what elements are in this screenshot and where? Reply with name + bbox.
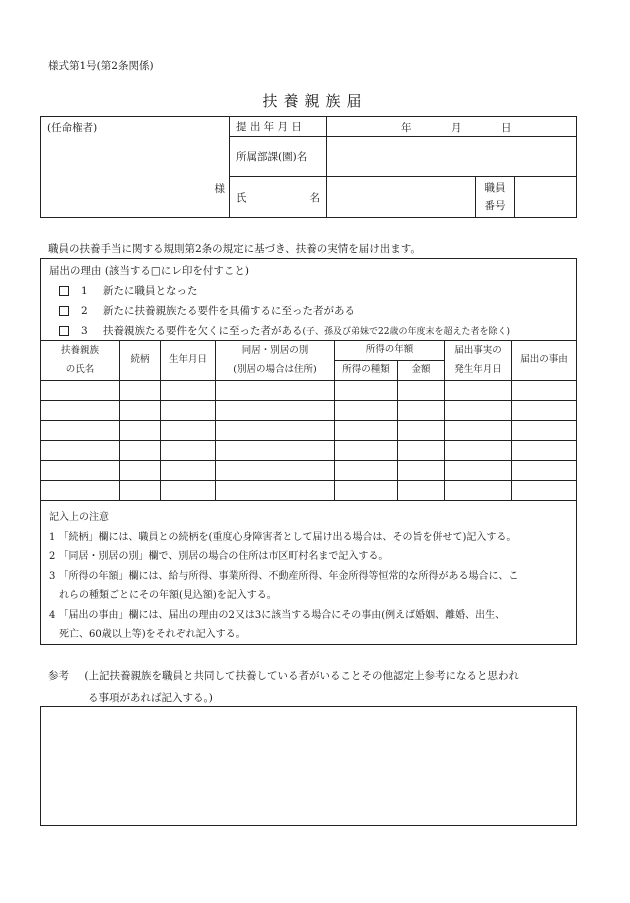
reference-text-1: (上記扶養親族を職員と共同して扶養している者がいることその他認定上参考になると思われ <box>84 670 519 682</box>
table-cell[interactable] <box>398 441 445 461</box>
reason-option-3[interactable]: 3 扶養親族たる要件を欠くに至った者がある(子、孫及び弟妹で22歳の年度末を超えた者を除く) <box>59 323 510 338</box>
table-cell[interactable] <box>335 381 398 401</box>
table-cell[interactable] <box>398 381 445 401</box>
date-month: 月 <box>451 122 462 134</box>
table-cell[interactable] <box>216 381 335 401</box>
table-cell[interactable] <box>161 381 216 401</box>
reason-option-1[interactable]: 1 新たに職員となった <box>59 283 198 298</box>
submit-date-field[interactable] <box>327 117 577 137</box>
table-cell[interactable] <box>335 421 398 441</box>
note-line: 1 「続柄」欄には、職員との続柄を(重度心身障害者として届け出る場合は、その旨を併せて)記入する。 <box>49 531 517 543</box>
submit-date-label: 提 出 年 月 日 <box>236 121 302 133</box>
staff-no-field[interactable] <box>515 177 577 218</box>
table-cell[interactable] <box>161 421 216 441</box>
table-cell[interactable] <box>445 441 512 461</box>
reason-title: 届出の理由 (該当する□にレ印を付すこと) <box>49 265 249 277</box>
table-row <box>41 481 577 501</box>
col-header-income: 所得の年額 <box>335 341 445 361</box>
table-row <box>41 381 577 401</box>
table-row <box>41 421 577 441</box>
dept-field[interactable] <box>327 137 577 177</box>
table-cell[interactable] <box>41 421 120 441</box>
reference-input-box[interactable] <box>40 706 577 826</box>
table-row <box>41 401 577 421</box>
table-cell[interactable] <box>335 441 398 461</box>
table-row <box>41 461 577 481</box>
dept-label: 所属部課(園)名 <box>236 151 308 163</box>
note-line: 4 「届出の事由」欄には、届出の理由の2又は3に該当する場合にその事由(例えば婚姻、離婚、出生、 <box>49 609 506 621</box>
col-header-birth: 生年月日 <box>161 341 216 381</box>
table-cell[interactable] <box>41 481 120 501</box>
staff-no-label-1: 職員 <box>484 182 506 194</box>
checkbox[interactable] <box>59 326 69 336</box>
table-cell[interactable] <box>398 481 445 501</box>
note-line: 2 「同居・別居の別」欄で、別居の場合の住所は市区町村名まで記入する。 <box>49 551 389 562</box>
table-cell[interactable] <box>445 481 512 501</box>
date-year: 年 <box>401 122 412 134</box>
table-cell[interactable] <box>161 401 216 421</box>
reference-text-2: る事項があれば記入する。) <box>88 692 213 704</box>
col-header-income-kind: 所得の種類 <box>335 361 398 381</box>
reason-option-2[interactable]: 2 新たに扶養親族たる要件を具備するに至った者がある <box>59 303 355 318</box>
table-cell[interactable] <box>398 461 445 481</box>
table-cell[interactable] <box>335 481 398 501</box>
col-header-date: 届出事実の 発生年月日 <box>445 341 512 381</box>
table-cell[interactable] <box>216 481 335 501</box>
table-cell[interactable] <box>512 481 577 501</box>
name-label-1: 氏 <box>236 191 247 204</box>
table-cell[interactable] <box>216 441 335 461</box>
table-cell[interactable] <box>41 401 120 421</box>
header-table <box>40 116 577 218</box>
notes-title: 記入上の注意 <box>49 512 109 523</box>
table-cell[interactable] <box>41 441 120 461</box>
page-title: 扶養親族届 <box>262 92 368 110</box>
table-cell[interactable] <box>512 381 577 401</box>
note-line: 3 「所得の年額」欄には、給与所得、事業所得、不動産所得、年金所得等恒常的な所得がある場合に、こ <box>49 570 519 582</box>
date-day: 日 <box>501 122 512 134</box>
dependents-table <box>40 340 577 501</box>
checkbox[interactable] <box>59 306 69 316</box>
staff-no-label-cell <box>476 177 515 218</box>
table-cell[interactable] <box>120 421 161 441</box>
table-cell[interactable] <box>216 421 335 441</box>
name-label-cell <box>230 177 327 218</box>
note-line: れらの種類ごとにその年額(見込額)を記入する。 <box>49 590 277 601</box>
notes-section <box>49 508 519 645</box>
table-cell[interactable] <box>216 461 335 481</box>
dept-label-cell <box>230 137 327 177</box>
reference-section <box>48 665 519 709</box>
name-field[interactable] <box>327 177 476 218</box>
table-cell[interactable] <box>398 421 445 441</box>
submit-date-label-cell <box>230 117 327 137</box>
note-line: 死亡、60歳以上等)をそれぞれ記入する。 <box>49 629 246 640</box>
table-cell[interactable] <box>161 441 216 461</box>
table-cell[interactable] <box>445 421 512 441</box>
table-cell[interactable] <box>41 461 120 481</box>
honorific: 様 <box>214 183 225 195</box>
table-cell[interactable] <box>161 481 216 501</box>
table-cell[interactable] <box>161 461 216 481</box>
table-cell[interactable] <box>41 381 120 401</box>
table-cell[interactable] <box>512 461 577 481</box>
col-header-relation: 続柄 <box>120 341 161 381</box>
staff-no-label-2: 番号 <box>484 200 506 212</box>
table-cell[interactable] <box>398 401 445 421</box>
table-cell[interactable] <box>445 381 512 401</box>
table-cell[interactable] <box>512 421 577 441</box>
name-label-2: 名 <box>309 191 320 204</box>
col-header-name: 扶養親族 の氏名 <box>41 341 120 381</box>
table-row <box>41 441 577 461</box>
table-cell[interactable] <box>216 401 335 421</box>
table-cell[interactable] <box>120 441 161 461</box>
reference-label: 参考 <box>48 670 69 682</box>
form-number: 様式第1号(第2条関係) <box>48 60 154 72</box>
col-header-income-amount: 金額 <box>398 361 445 381</box>
table-cell[interactable] <box>335 461 398 481</box>
table-cell[interactable] <box>120 481 161 501</box>
col-header-living: 同居・別居の別 (別居の場合は住所) <box>216 341 335 381</box>
table-cell[interactable] <box>120 401 161 421</box>
appointer-label: (任命権者) <box>47 122 98 134</box>
col-header-reason: 届出の事由 <box>512 341 577 381</box>
table-cell[interactable] <box>512 401 577 421</box>
appointer-cell[interactable] <box>41 117 230 218</box>
table-cell[interactable] <box>120 461 161 481</box>
table-cell[interactable] <box>445 401 512 421</box>
table-cell[interactable] <box>120 381 161 401</box>
table-cell[interactable] <box>512 441 577 461</box>
checkbox[interactable] <box>59 286 69 296</box>
table-cell[interactable] <box>445 461 512 481</box>
table-cell[interactable] <box>335 401 398 421</box>
intro-text: 職員の扶養手当に関する規則第2条の規定に基づき、扶養の実情を届け出ます。 <box>48 243 421 255</box>
